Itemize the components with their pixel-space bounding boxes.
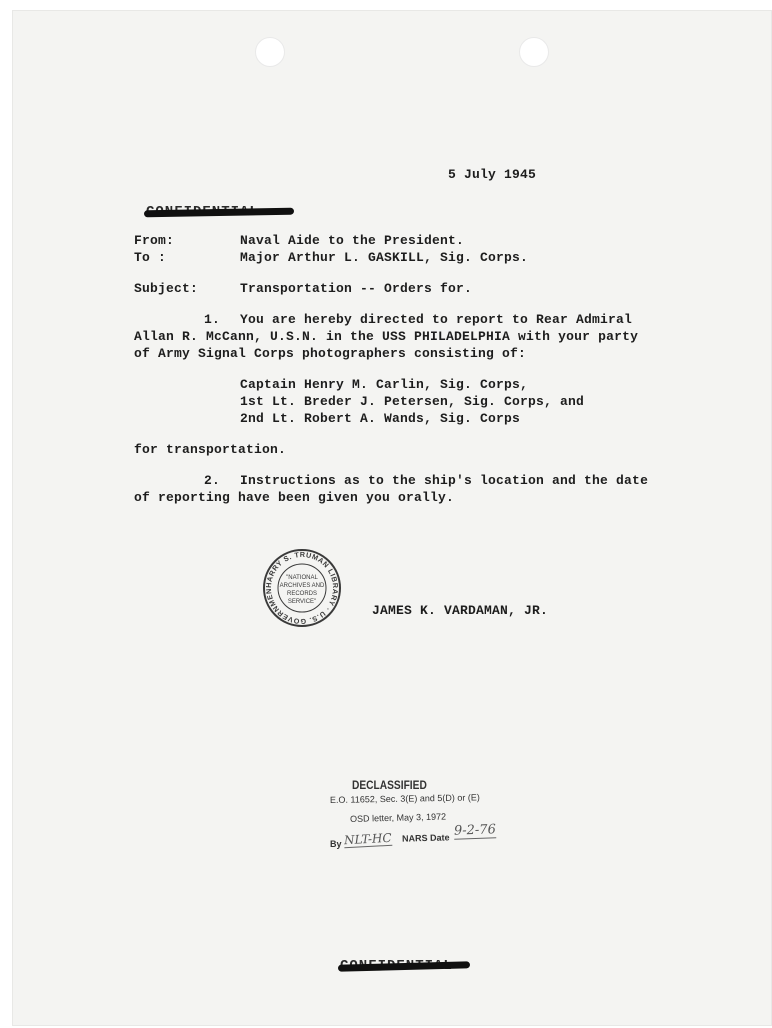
paragraph-1-line-1: You are hereby directed to report to Rear Admiral <box>240 312 633 327</box>
to-value: Major Arthur L. GASKILL, Sig. Corps. <box>240 250 529 265</box>
subject-label: Subject: <box>134 281 199 296</box>
paragraph-1-number: 1. <box>204 312 221 327</box>
party-member: 1st Lt. Breder J. Petersen, Sig. Corps, and <box>240 394 585 409</box>
stamp-ring-text: HARRY S. TRUMAN LIBRARY · U.S. GOVERNMEN <box>263 549 341 627</box>
declassified-by-value: NLT-HC <box>343 830 392 848</box>
closing-line: for transportation. <box>134 442 287 457</box>
from-value: Naval Aide to the President. <box>240 233 465 248</box>
to-label: To : <box>134 250 167 265</box>
party-member: 2nd Lt. Robert A. Wands, Sig. Corps <box>240 411 521 426</box>
document-date: 5 July 1945 <box>448 167 537 182</box>
paragraph-1-line-2: Allan R. McCann, U.S.N. in the USS PHILADELPHIA with your party <box>134 329 639 344</box>
nars-date-label: NARS Date <box>401 832 450 844</box>
declassified-title: DECLASSIFIED <box>352 778 427 792</box>
punch-hole-right <box>519 37 549 67</box>
stamp-center-line: RECORDS <box>286 591 318 597</box>
paragraph-2-number: 2. <box>204 473 221 488</box>
stamp-center-line: ARCHIVES AND <box>279 583 325 589</box>
paragraph-1-line-3: of Army Signal Corps photographers consisting of: <box>134 346 527 361</box>
paragraph-2-line-2: of reporting have been given you orally. <box>134 490 455 505</box>
document-page <box>12 10 772 1026</box>
declassified-authority: E.O. 11652, Sec. 3(E) and 5(D) or (E) <box>329 792 480 805</box>
stamp-center-line: SERVICE" <box>287 599 317 605</box>
from-label: From: <box>134 233 175 248</box>
stamp-center-line: "NATIONAL <box>286 575 318 581</box>
party-member: Captain Henry M. Carlin, Sig. Corps, <box>240 377 529 392</box>
declassified-by-label: By <box>330 839 342 849</box>
nars-date-value: 9-2-76 <box>453 822 497 839</box>
punch-hole-left <box>255 37 285 67</box>
subject-value: Transportation -- Orders for. <box>240 281 473 296</box>
signature: JAMES K. VARDAMAN, JR. <box>372 603 549 618</box>
paragraph-2-line-1: Instructions as to the ship's location and the date <box>240 473 649 488</box>
archive-stamp <box>262 548 342 628</box>
osd-letter: OSD letter, May 3, 1972 <box>349 811 447 824</box>
